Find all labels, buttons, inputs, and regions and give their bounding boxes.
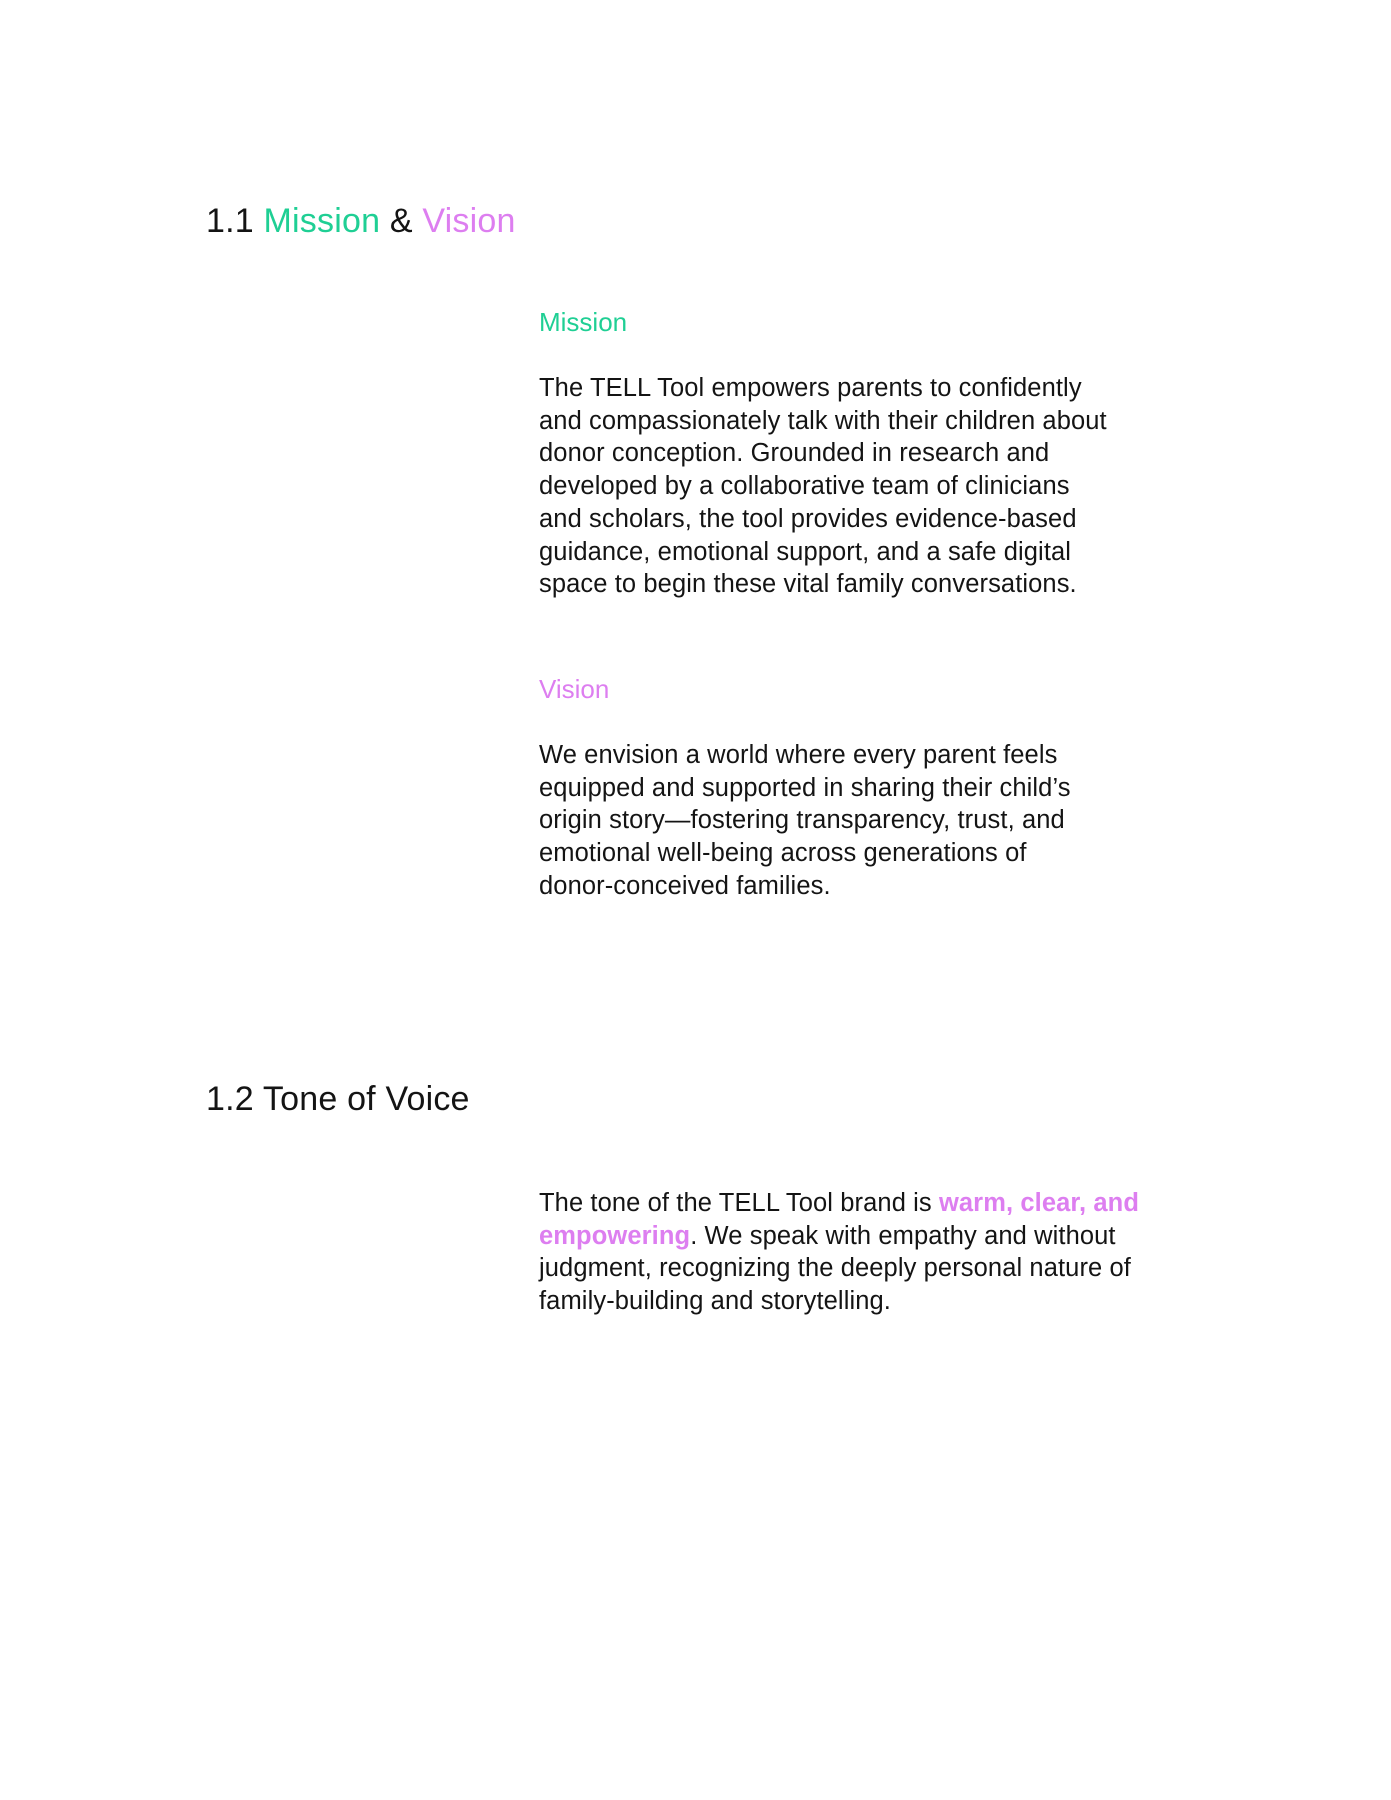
tone-line: judgment, recognizing the deeply personal nature of <box>539 1254 1131 1283</box>
mission-line: donor conception. Grounded in research and <box>539 439 1050 468</box>
tone-highlight: empowering <box>539 1221 691 1250</box>
vision-line: equipped and supported in sharing their child’s <box>539 773 1071 802</box>
tone-highlight: warm, clear, and <box>938 1189 1140 1217</box>
mission-paragraph <box>539 372 1199 601</box>
mission-line: and scholars, the tool provides evidence-based <box>539 504 1077 533</box>
vision-heading: Vision <box>539 674 610 704</box>
vision-line: origin story—fostering transparency, trust, and <box>539 806 1065 835</box>
vision-line: emotional well-being across generations of <box>539 839 1027 868</box>
title-word-vision: Vision <box>422 202 516 240</box>
vision-line: donor-conceived families. <box>539 871 831 900</box>
title-ampersand: & <box>389 202 413 240</box>
title-word-mission: Mission <box>263 202 381 240</box>
mission-line: developed by a collaborative team of clinicians <box>539 472 1070 501</box>
tone-line <box>539 1220 1199 1253</box>
section-title-tone-of-voice: 1.2 Tone of Voice <box>206 1080 470 1118</box>
tone-line <box>539 1187 1199 1220</box>
vision-line: We envision a world where every parent feels <box>539 741 1058 769</box>
mission-line: and compassionately talk with their children about <box>539 406 1107 435</box>
tone-text-segment: . We speak with empathy and without <box>690 1221 1116 1250</box>
mission-line: space to begin these vital family conversations. <box>539 570 1077 599</box>
tone-text-segment: The tone of the TELL Tool brand is <box>539 1189 939 1217</box>
tone-paragraph <box>539 1187 1199 1318</box>
mission-line: guidance, emotional support, and a safe digital <box>539 537 1072 566</box>
mission-heading: Mission <box>539 307 628 337</box>
section-title-mission-vision <box>206 201 516 241</box>
tone-line: family-building and storytelling. <box>539 1287 891 1316</box>
mission-line: The TELL Tool empowers parents to confidently <box>539 374 1082 402</box>
vision-paragraph <box>539 739 1199 903</box>
section-number: 1.1 <box>206 202 254 240</box>
